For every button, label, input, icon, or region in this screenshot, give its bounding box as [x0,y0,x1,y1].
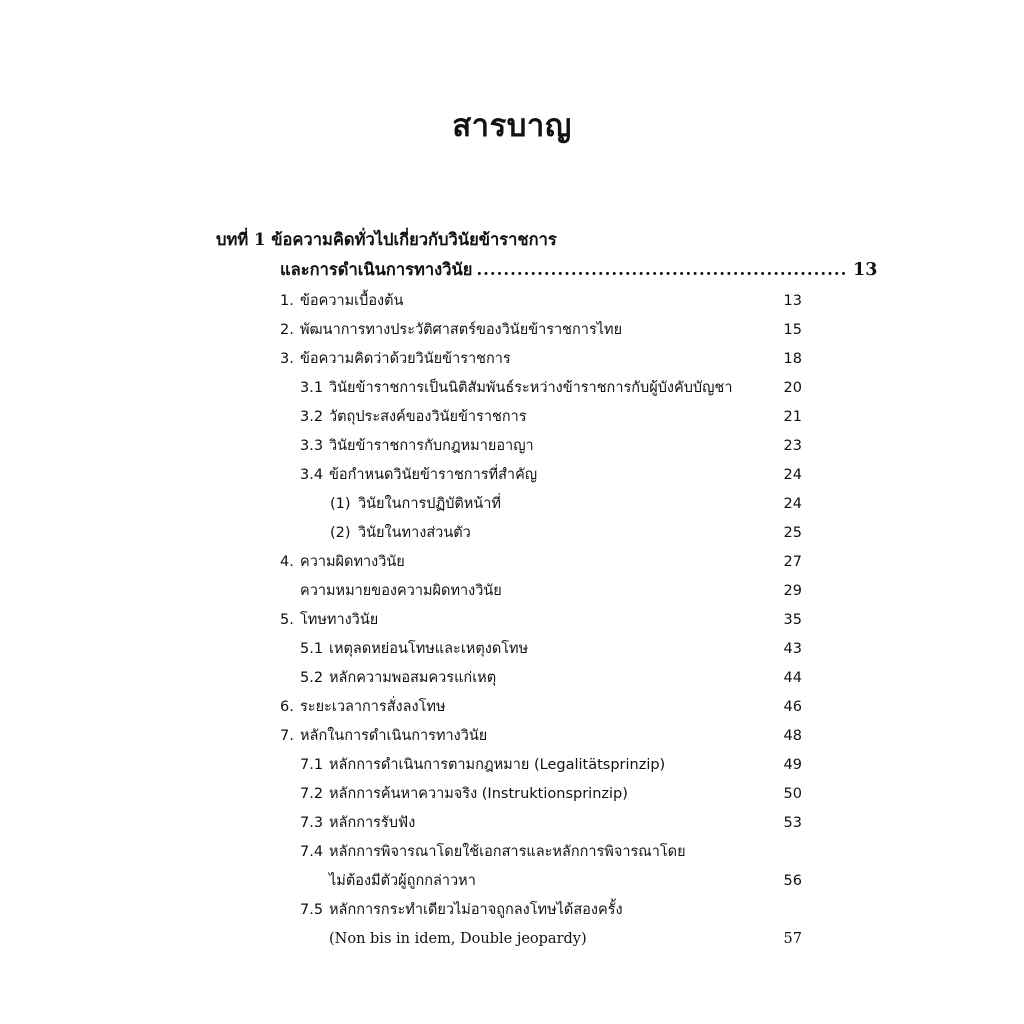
entry-number: 6. [280,699,294,715]
entry-number: 3.3 [300,438,324,454]
entry-page: 56 [783,873,802,889]
entry-text: หลักการรับฟัง [329,815,416,831]
entry-number: 3. [280,351,294,367]
toc-entry [300,896,802,925]
toc-entry [280,316,802,345]
entry-number: 2. [280,322,294,338]
entry-number: 5.2 [300,670,324,686]
entry-page: 57 [783,931,802,947]
entry-number: 3.4 [300,467,324,483]
toc-entry [280,606,802,635]
entry-page: 13 [783,293,802,309]
entry-page: 48 [783,728,802,744]
toc-entry [329,925,802,954]
entry-text: ข้อกำหนดวินัยข้าราชการที่สำคัญ [329,467,538,483]
entry-page: 53 [783,815,802,831]
chapter-heading-text: และการดำเนินการทางวินัย [280,260,473,279]
chapter-heading-line-1: บทที่ 1 ข้อความคิดทั่วไปเกี่ยวกับวินัยข้าราชการ [216,230,557,249]
entry-number: 5.1 [300,641,324,657]
chapter-dot-leader: ....................................................... [476,260,848,279]
page-title: สารบาญ [452,108,572,144]
entry-page: 44 [783,670,802,686]
entry-text: วินัยข้าราชการกับกฎหมายอาญา [329,438,534,454]
chapter-page-number: 13 [853,260,878,280]
toc-entry [300,635,802,664]
toc-entry [300,838,802,867]
entry-text: หลักความพอสมควรแก่เหตุ [329,670,497,686]
entry-text: ข้อความเบื้องต้น [300,293,404,309]
toc-entry [280,722,802,751]
entry-text: ข้อความคิดว่าด้วยวินัยข้าราชการ [300,351,511,367]
entry-page: 25 [783,525,802,541]
toc-entry [300,664,802,693]
entry-text: หลักในการดำเนินการทางวินัย [300,728,488,744]
entry-page: 35 [783,612,802,628]
entry-text: ระยะเวลาการสั่งลงโทษ [300,699,446,715]
toc-entry [329,867,802,896]
toc-entry [300,374,802,403]
toc-entry [330,490,802,519]
entry-number: 7.1 [300,757,324,773]
entry-number: (1) [330,496,351,512]
toc-entry [280,345,802,374]
entry-number: (2) [330,525,351,541]
entry-page: 24 [783,467,802,483]
toc-entry [300,809,802,838]
chapter-heading-line-2 [280,256,878,284]
entry-page: 20 [783,380,802,396]
entry-page: 50 [783,786,802,802]
toc-entry [280,287,802,316]
entry-text: หลักการดำเนินการตามกฎหมาย (Legalitätsprinzip) [329,757,666,773]
toc-entry [300,461,802,490]
toc-entry [300,780,802,809]
entry-number: 7.4 [300,844,324,860]
entry-text: ความผิดทางวินัย [300,554,405,570]
entry-text: วัตถุประสงค์ของวินัยข้าราชการ [329,409,527,425]
entry-page: 46 [783,699,802,715]
entry-text: หลักการกระทำเดียวไม่อาจถูกลงโทษได้สองครั้ง [329,902,623,918]
entry-text: วินัยในการปฏิบัติหน้าที่ [358,496,501,512]
entry-page: 49 [783,757,802,773]
entry-text: เหตุลดหย่อนโทษและเหตุงดโทษ [329,641,529,657]
entry-number: 7.3 [300,815,324,831]
entry-page: 23 [783,438,802,454]
entry-number: 3.2 [300,409,324,425]
toc-entry [300,577,802,606]
entry-text: หลักการพิจารณาโดยใช้เอกสารและหลักการพิจารณาโดย [329,844,686,860]
entry-number: 1. [280,293,294,309]
entry-text: หลักการค้นหาความจริง (Instruktionsprinzip) [329,786,628,802]
entry-page: 43 [783,641,802,657]
entry-number: 7. [280,728,294,744]
entry-text: วินัยในทางส่วนตัว [358,525,471,541]
toc-entry [300,432,802,461]
entry-number: 7.5 [300,902,324,918]
entry-number: 3.1 [300,380,324,396]
entry-text: ความหมายของความผิดทางวินัย [300,583,502,599]
toc-entry [300,751,802,780]
entry-text: โทษทางวินัย [300,612,379,628]
entry-text: พัฒนาการทางประวัติศาสตร์ของวินัยข้าราชการไทย [300,322,623,338]
entry-page: 27 [783,554,802,570]
entry-text: ไม่ต้องมีตัวผู้ถูกกล่าวหา [329,873,476,889]
entry-text: (Non bis in idem, Double jeopardy) [329,931,587,947]
toc-entry [280,693,802,722]
entry-page: 24 [783,496,802,512]
toc-entry [330,519,802,548]
entry-page: 18 [783,351,802,367]
entry-page: 21 [783,409,802,425]
entry-number: 7.2 [300,786,324,802]
entry-number: 5. [280,612,294,628]
toc-entry [280,548,802,577]
entry-page: 29 [783,583,802,599]
entry-page: 15 [783,322,802,338]
entry-text: วินัยข้าราชการเป็นนิติสัมพันธ์ระหว่างข้าราชการกับผู้บังคับบัญชา [329,380,733,396]
toc-entry [300,403,802,432]
entry-number: 4. [280,554,294,570]
